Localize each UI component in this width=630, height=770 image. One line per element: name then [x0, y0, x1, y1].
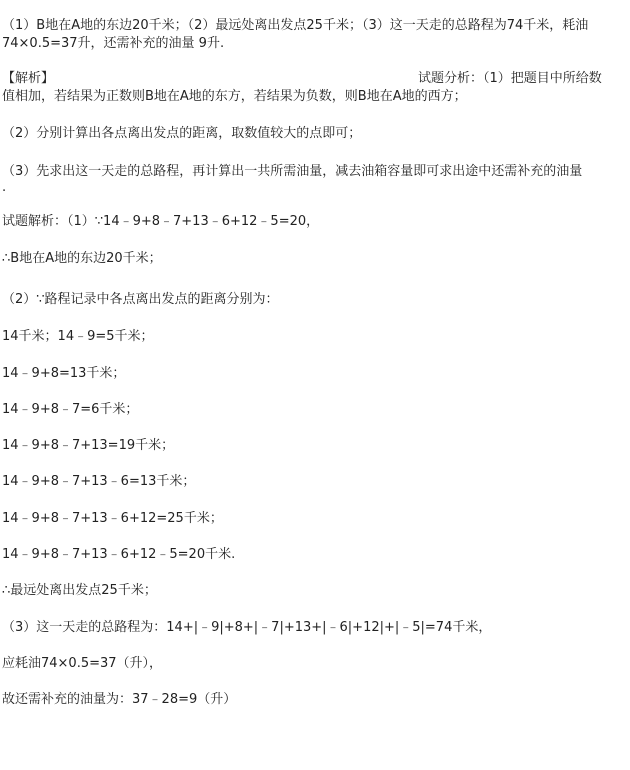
answer-line-2: 74×0.5=37升，还需补充的油量 9升. — [2, 36, 225, 51]
analysis-line-2: （2）分别计算出各点离出发点的距离，取数值较大的点即可； — [2, 126, 362, 141]
distance-line: 14﹣9+8﹣7+13﹣6+12﹣5=20千米. — [2, 547, 236, 562]
solution-part3-total: （3）这一天走的总路程为：14+|﹣9|+8+|﹣7|+13+|﹣6|+12|+|﹣5|=74千米， — [2, 620, 492, 635]
distance-line: 14﹣9+8﹣7+13=19千米； — [2, 438, 175, 453]
analysis-line-1: 值相加，若结果为正数则B地在A地的东方，若结果为负数，则B地在A地的西方； — [2, 89, 467, 104]
distance-line: 14﹣9+8﹣7+13﹣6+12=25千米； — [2, 511, 223, 526]
distance-line: 14﹣9+8=13千米； — [2, 366, 126, 381]
analysis-line-3: （3）先求出这一天走的总路程，再计算出一共所需油量，减去油箱容量即可求出途中还需补充的油量 — [2, 164, 583, 179]
solution-part2-intro: （2）∵路程记录中各点离出发点的距离分别为： — [2, 292, 279, 307]
distance-line: 14﹣9+8﹣7+13﹣6=13千米； — [2, 474, 196, 489]
solution-part3-fuel: 应耗油74×0.5=37（升）， — [2, 656, 163, 671]
analysis-line-3-end: . — [2, 180, 7, 195]
analysis-tag: 【解析】 — [2, 71, 55, 86]
distance-line: 14千米；14﹣9=5千米； — [2, 329, 154, 344]
solution-conclusion-1: ∴B地在A地的东边20千米； — [2, 251, 162, 266]
analysis-heading: 试题分析：（1）把题目中所给数 — [418, 71, 602, 86]
distance-line: 14﹣9+8﹣7=6千米； — [2, 402, 139, 417]
answer-line-1: （1）B地在A地的东边20千米；（2）最远处离出发点25千米；（3）这一天走的总路程为74千米，耗油 — [2, 18, 589, 33]
solution-part3-refill: 故还需补充的油量为：37﹣28=9（升） — [2, 692, 237, 707]
solution-intro: 试题解析：（1）∵14﹣9+8﹣7+13﹣6+12﹣5=20， — [2, 214, 320, 229]
solution-conclusion-2: ∴最远处离出发点25千米； — [2, 583, 157, 598]
